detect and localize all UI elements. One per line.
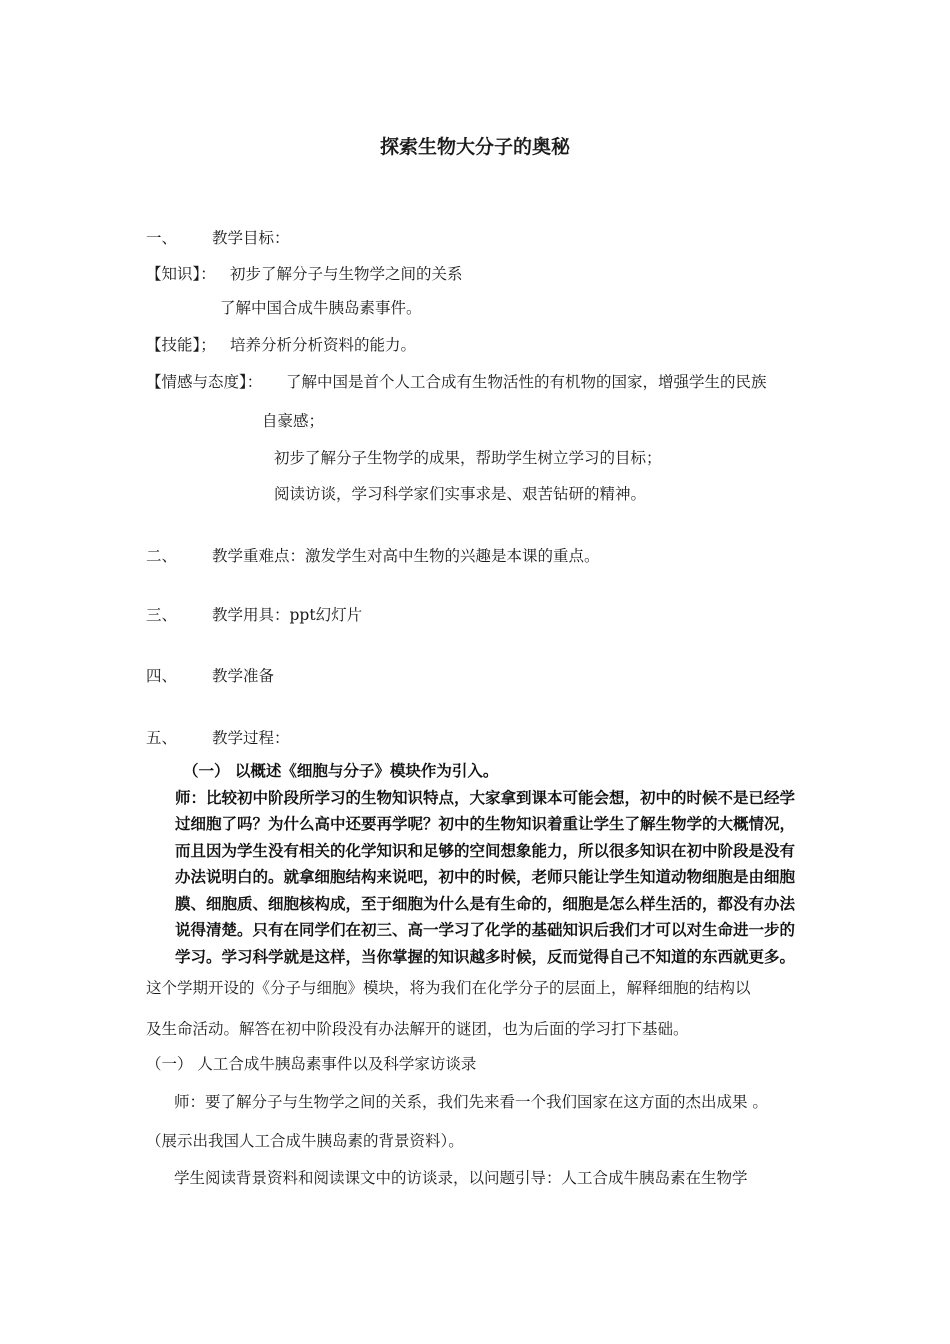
part-1-heading: （一） 以概述《细胞与分子》模块作为引入。 [183, 762, 499, 780]
section-1-label: 教学目标： [212, 229, 290, 247]
student-reading-line: 学生阅读背景资料和阅读课文中的访谈录，以问题引导：人工合成牛胰岛素在生物学 [174, 1169, 748, 1187]
teacher-line: 师：要了解分子与生物学之间的关系，我们先来看一个我们国家在这方面的杰出成果 。 [174, 1093, 768, 1111]
part-2-heading: （一） 人工合成牛胰岛素事件以及科学家访谈录 [146, 1055, 477, 1073]
section-4-number: 四、 [146, 667, 178, 685]
emotion-line-3: 初步了解分子生物学的成果，帮助学生树立学习的目标； [274, 449, 662, 467]
intro-line-2: 过细胞了吗？为什么高中还要再学呢？初中的生物知识着重让学生了解生物学的大概情况， [175, 815, 796, 833]
show-materials-line: （展示出我国人工合成牛胰岛素的背景资料）。 [146, 1132, 464, 1150]
document-title: 探索生物大分子的奥秘 [379, 136, 570, 158]
skill-text: 培养分析分析资料的能力。 [230, 336, 417, 354]
knowledge-tag: 【知识】： [146, 265, 216, 283]
section-2-number: 二、 [146, 547, 178, 565]
paragraph-a-line-1: 这个学期开设的《分子与细胞》模块，将为我们在化学分子的层面上，解释细胞的结构以 [146, 979, 751, 997]
intro-line-5: 膜、细胞质、细胞核构成，至于细胞为什么是有生命的，细胞是怎么样生活的，都没有办法 [175, 894, 796, 913]
intro-line-4: 办法说明白的。就拿细胞结构来说吧，初中的时候，老师只能让学生知道动物细胞是由细胞 [175, 868, 796, 886]
intro-line-6: 说得清楚。只有在同学们在初三、高一学习了化学的基础知识后我们才可以对生命进一步的 [175, 921, 796, 939]
section-5-label: 教学过程： [212, 729, 290, 747]
knowledge-line-1: 初步了解分子与生物学之间的关系 [230, 265, 463, 283]
emotion-tag: 【情感与态度】： [146, 373, 263, 391]
emotion-line-4: 阅读访谈，学习科学家们实事求是、艰苦钻研的精神。 [274, 485, 647, 503]
intro-line-7: 学习。学习科学就是这样，当你掌握的知识越多时候，反而觉得自己不知道的东西就更多。 [175, 947, 796, 966]
intro-line-3: 而且因为学生没有相关的化学知识和足够的空间想象能力，所以很多知识在初中阶段是没有 [175, 841, 796, 860]
emotion-line-1: 了解中国是首个人工合成有生物活性的有机物的国家，增强学生的民族 [286, 373, 767, 391]
emotion-line-2: 自豪感； [262, 412, 325, 430]
section-2-label: 教学重难点：激发学生对高中生物的兴趣是本课的重点。 [212, 547, 600, 565]
section-1-number: 一、 [146, 229, 178, 247]
section-3-label: 教学用具：ppt幻灯片 [212, 606, 363, 624]
knowledge-line-2: 了解中国合成牛胰岛素事件。 [220, 299, 422, 317]
intro-line-1: 师：比较初中阶段所学习的生物知识特点，大家拿到课本可能会想，初中的时候不是已经学 [175, 788, 796, 807]
skill-tag: 【技能】； [146, 336, 216, 354]
intro-block [175, 758, 843, 970]
section-3-number: 三、 [146, 606, 178, 624]
section-4-label: 教学准备 [212, 667, 275, 685]
section-5-number: 五、 [146, 729, 178, 747]
paragraph-a-line-2: 及生命活动。解答在初中阶段没有办法解开的谜团，也为后面的学习打下基础。 [146, 1020, 689, 1038]
